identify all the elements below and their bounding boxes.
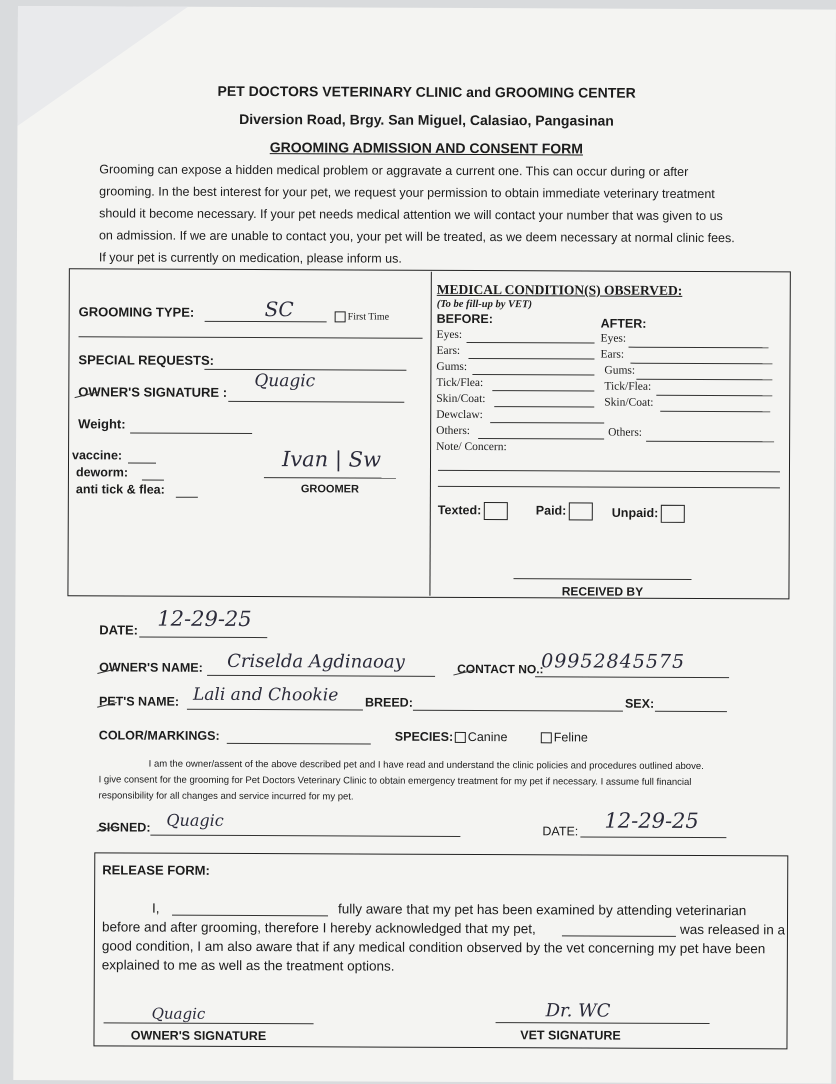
groomer-label: GROOMER (300, 483, 359, 496)
date-line[interactable] (139, 637, 267, 639)
deworm-line[interactable] (142, 480, 164, 481)
before-tickflea-label: Tick/Flea: (436, 376, 484, 390)
pet-name-value: Lali and Chookie (192, 684, 339, 706)
clinic-name: PET DOCTORS VETERINARY CLINIC and GROOMING CENTER (217, 82, 636, 101)
medical-title: MEDICAL CONDITION(S) OBSERVED: (436, 281, 683, 298)
first-time-label: First Time (347, 311, 390, 323)
paid-field[interactable] (536, 502, 593, 520)
after-ears-label: Ears: (600, 348, 625, 361)
date-label: DATE: (99, 622, 139, 638)
signed-value: Quagic (166, 810, 224, 830)
canine-option[interactable] (455, 730, 508, 744)
grooming-type-label: GROOMING TYPE: (78, 304, 195, 320)
before-skincoat-label: Skin/Coat: (436, 392, 486, 406)
feline-label: Feline (553, 730, 588, 745)
vet-signature-value: Dr. WC (545, 1000, 611, 1022)
contact-value: 09952845575 (541, 650, 686, 673)
canine-label: Canine (467, 729, 508, 745)
color-markings-line[interactable] (227, 743, 371, 745)
consent-date-label: DATE: (542, 824, 579, 839)
paid-checkbox[interactable] (568, 502, 592, 520)
before-gums-label: Gums: (436, 360, 468, 373)
before-others-label: Others: (436, 424, 471, 437)
release-owner-signature-value: Quagic (151, 1004, 206, 1023)
texted-field[interactable] (438, 502, 508, 520)
unpaid-label: Unpaid: (611, 505, 659, 521)
after-skincoat-label: Skin/Coat: (604, 396, 654, 409)
breed-line[interactable] (413, 710, 623, 712)
release-line1-start: I, (152, 900, 160, 916)
first-time-box[interactable] (335, 312, 346, 323)
consent-line-1: I am the owner/assent of the above described pet and I have read and understand the clinic policies and procedures outlined above. (148, 758, 704, 772)
owner-name-label: OWNER'S NAME: (99, 660, 203, 675)
intro-line: should it become necessary. If your pet needs medical attention we will contact your number that was given to us (99, 206, 723, 224)
unpaid-checkbox[interactable] (660, 505, 684, 523)
feline-option[interactable] (541, 730, 588, 744)
groomer-value: Ivan | Sw (281, 447, 382, 472)
release-title: RELEASE FORM: (102, 862, 210, 878)
pet-name-label: PET'S NAME: (98, 694, 180, 709)
owner-signature-label: OWNER'S SIGNATURE : (78, 384, 228, 400)
intro-paragraph (99, 158, 749, 271)
deworm-label: deworm: (75, 465, 129, 480)
first-time-checkbox[interactable] (335, 311, 389, 322)
release-line2-start: before and after grooming, therefore I hereby acknowledged that my pet, (101, 919, 536, 937)
after-eyes-label: Eyes: (600, 332, 627, 345)
intro-line: Grooming can expose a hidden medical problem or aggravate a current one. This can occur during or after (99, 162, 689, 179)
owner-name-value: Criselda Agdinaoay (227, 650, 405, 673)
consent-line-2: I give consent for the grooming for Pet Doctors Veterinary Clinic to obtain emergency treatment for my pet if necessary. I assume full financial (98, 774, 692, 788)
before-eyes-label: Eyes: (436, 328, 463, 341)
grooming-type-value: SC (264, 297, 294, 322)
release-line2-end: was released in a (679, 921, 786, 938)
intro-line: If your pet is currently on medication, please inform us. (98, 250, 402, 266)
color-markings-label: COLOR/MARKINGS: (98, 728, 220, 743)
anti-tick-label: anti tick & flea: (75, 482, 165, 497)
canine-checkbox[interactable] (455, 732, 466, 743)
medical-subtitle: (To be fill-up by VET) (436, 298, 533, 311)
release-line3: good condition, I am also aware that if any medical condition observed by the vet concerning my pet have been (101, 938, 766, 957)
intro-line: on admission. If we are unable to contact you, your pet will be treated, as we deem necessary at normal clinic fees. (98, 228, 735, 246)
after-label: AFTER: (600, 316, 647, 331)
vaccine-label: vaccine: (72, 448, 123, 463)
release-line1-end: fully aware that my pet has been examined by attending veterinarian (338, 901, 747, 919)
form-sheet (13, 6, 836, 1084)
feline-checkbox[interactable] (541, 732, 552, 743)
before-label: BEFORE: (436, 311, 493, 327)
signed-line[interactable] (150, 835, 460, 837)
vet-signature-label: VET SIGNATURE (520, 1028, 621, 1043)
contact-label: CONTACT NO.: (457, 661, 544, 677)
release-owner-signature-label: OWNER'S SIGNATURE (130, 1028, 267, 1044)
release-line4: explained to me as well as the treatment options. (101, 957, 395, 974)
before-dewclaw-label: Dewclaw: (436, 408, 483, 422)
after-others-label: Others: (608, 426, 643, 439)
consent-line-3: responsibility for all changes and service incurred for my pet. (98, 790, 354, 803)
breed-label: BREED: (364, 695, 413, 710)
consent-date-value: 12-29-25 (604, 808, 699, 833)
clinic-address: Diversion Road, Brgy. San Miguel, Calasiao, Pangasinan (239, 110, 614, 129)
texted-checkbox[interactable] (483, 502, 507, 520)
date-value: 12-29-25 (157, 606, 252, 632)
species-label: SPECIES: (394, 729, 454, 744)
vaccine-line[interactable] (128, 462, 156, 463)
after-tickflea-label: Tick/Flea: (604, 380, 652, 393)
form-title: GROOMING ADMISSION AND CONSENT FORM (269, 139, 584, 157)
anti-tick-line[interactable] (176, 497, 198, 498)
received-by-label: RECEIVED BY (561, 584, 644, 599)
contact-line[interactable] (535, 676, 729, 678)
pet-name-line[interactable] (187, 709, 363, 711)
before-ears-label: Ears: (436, 344, 461, 357)
consent-date-line[interactable] (580, 836, 726, 838)
sex-label: SEX: (624, 696, 655, 711)
after-gums-label: Gums: (604, 364, 636, 377)
owner-name-line[interactable] (207, 675, 435, 677)
texted-label: Texted: (437, 503, 482, 518)
sex-line[interactable] (655, 711, 727, 712)
special-requests-label: SPECIAL REQUESTS: (78, 352, 215, 368)
signed-label: SIGNED: (98, 820, 151, 835)
intro-line: grooming. In the best interest for your pet, we request your permission to obtain immediate veterinary treatment (99, 184, 715, 202)
paid-label: Paid: (535, 503, 567, 518)
owner-signature-value: Quagic (254, 371, 316, 392)
weight-label: Weight: (78, 416, 126, 432)
note-concern-label: Note/ Concern: (436, 440, 507, 454)
page-fold (17, 6, 188, 127)
unpaid-field[interactable] (612, 505, 685, 523)
